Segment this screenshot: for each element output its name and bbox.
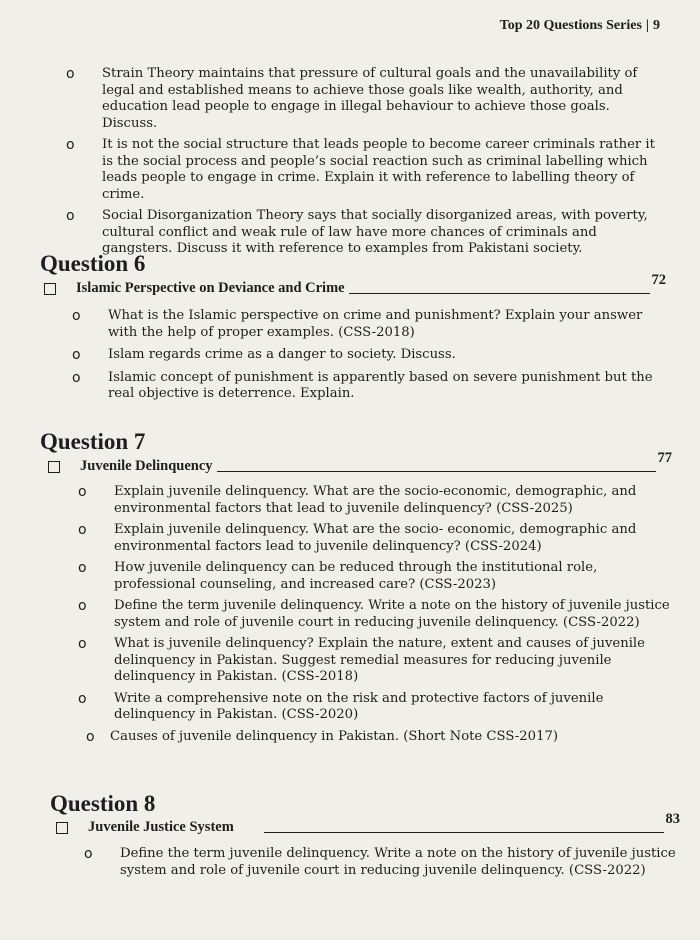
topic-title: Juvenile Delinquency	[80, 458, 213, 474]
item-text: Explain juvenile delinquency. What are the socio-economic, demographic, and environmental factors that lead to juvenile delinquency? (CSS-2025)	[114, 484, 637, 516]
topic-title: Islamic Perspective on Deviance and Crime	[76, 280, 345, 296]
list-item	[72, 691, 674, 724]
question-8-heading: Question 8	[50, 791, 156, 816]
question-7-list	[72, 484, 674, 750]
list-item	[60, 208, 665, 258]
bullet-icon: o	[78, 484, 87, 500]
bullet-icon: o	[72, 308, 81, 324]
bullet-icon: o	[72, 347, 81, 363]
leader-line	[264, 832, 664, 833]
list-item	[60, 66, 665, 132]
item-text: How juvenile delinquency can be reduced through the institutional role, professional counseling, and increased care? (CSS-2023)	[114, 560, 598, 592]
list-item	[66, 308, 666, 341]
topic-title: Juvenile Justice System	[88, 819, 234, 835]
list-item	[72, 484, 674, 517]
question-7-heading: Question 7	[40, 429, 146, 454]
checkbox-icon	[44, 283, 56, 295]
item-text: Causes of juvenile delinquency in Pakistan. (Short Note CSS-2017)	[110, 728, 559, 744]
question-7-topic-row	[48, 450, 672, 475]
leader-line	[349, 293, 650, 294]
bullet-icon: o	[66, 66, 75, 82]
item-text: Strain Theory maintains that pressure of cultural goals and the unavailability of legal and established means to achieve those goals like wealth, authority, and education lead people to engage in illegal behaviour to achieve those goals. Discuss.	[102, 66, 638, 131]
list-item	[60, 137, 665, 203]
series-title: Top 20 Questions Series	[499, 18, 642, 33]
intro-question-list	[60, 66, 665, 263]
checkbox-icon	[48, 461, 60, 473]
page-number: 9	[653, 18, 660, 33]
bullet-icon: o	[84, 846, 93, 862]
item-text: Islam regards crime as a danger to society. Discuss.	[108, 347, 456, 362]
checkbox-icon	[56, 822, 68, 834]
question-6-topic-row	[44, 272, 666, 297]
list-item	[66, 370, 666, 403]
bullet-icon: o	[78, 636, 87, 652]
question-6-list	[66, 308, 666, 408]
item-text: What is the Islamic perspective on crime and punishment? Explain your answer with the help of proper examples. (CSS-2018)	[108, 308, 643, 340]
list-item	[72, 522, 674, 555]
item-text: It is not the social structure that leads people to become career criminals rather it is the social process and people’s social reaction such as criminal labelling which leads people to engage in crime. Explain it with reference to labelling theory of crime.	[102, 137, 655, 202]
list-item	[66, 347, 666, 364]
question-8-topic-row	[56, 811, 680, 836]
topic-page-number: 77	[657, 450, 672, 466]
list-item	[72, 636, 674, 686]
topic-page-number: 83	[665, 811, 680, 827]
bullet-icon: o	[72, 369, 81, 386]
topic-page-number: 72	[651, 272, 666, 288]
item-text: Write a comprehensive note on the risk and protective factors of juvenile delinquency in Pakistan. (CSS-2020)	[114, 690, 604, 722]
list-item	[72, 729, 674, 746]
running-header	[500, 18, 660, 34]
bullet-icon: o	[66, 137, 75, 153]
bullet-icon: o	[78, 560, 87, 576]
bullet-icon: o	[66, 208, 75, 224]
leader-line	[217, 471, 656, 472]
item-text: Islamic concept of punishment is apparently based on severe punishment but the real objective is deterrence. Explain.	[108, 369, 653, 401]
header-separator: |	[645, 18, 649, 33]
bullet-icon: o	[78, 522, 87, 538]
item-text: Explain juvenile delinquency. What are the socio- economic, demographic and environmental factors lead to juvenile delinquency? (CSS-2024)	[114, 522, 637, 554]
list-item	[72, 560, 674, 593]
item-text: Define the term juvenile delinquency. Write a note on the history of juvenile justice system and role of juvenile court in reducing juvenile delinquency. (CSS-2022)	[114, 598, 670, 630]
item-text: Define the term juvenile delinquency. Write a note on the history of juvenile justice system and role of juvenile court in reducing juvenile delinquency. (CSS-2022)	[120, 846, 676, 878]
question-6-heading: Question 6	[40, 251, 146, 276]
item-text: What is juvenile delinquency? Explain the nature, extent and causes of juvenile delinquency in Pakistan. Suggest remedial measures for reducing juvenile delinquency in Pakistan. (CSS-2018)	[114, 636, 645, 684]
bullet-icon: o	[78, 690, 87, 707]
list-item	[78, 846, 682, 879]
list-item	[72, 598, 674, 631]
bullet-icon: o	[78, 598, 87, 614]
question-8-list	[78, 846, 682, 884]
item-text: Social Disorganization Theory says that socially disorganized areas, with poverty, cultural conflict and weak rule of law have more chances of criminals and gangsters. Discuss it with reference to examples from Pakistani society.	[102, 208, 648, 256]
bullet-icon: o	[86, 728, 95, 745]
